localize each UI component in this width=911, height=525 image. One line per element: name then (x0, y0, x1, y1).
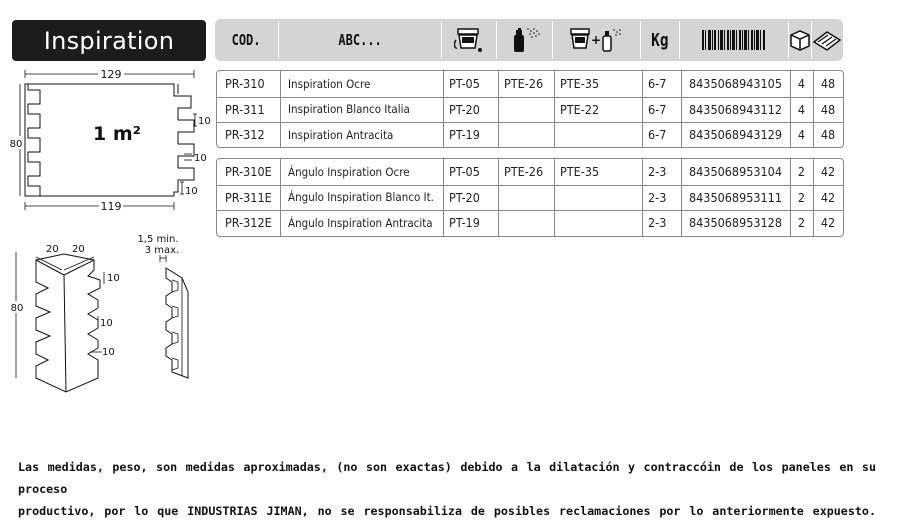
cell-ean: 8435068943105 (689, 76, 782, 91)
header-abc: ABC... (338, 31, 382, 49)
panel-dim-3: 10 (185, 186, 198, 197)
cell-ean: 8435068943112 (689, 101, 782, 117)
cell-pte2: PTE-35 (560, 164, 600, 179)
table-row (217, 97, 843, 122)
angle-dim-3: 10 (102, 347, 115, 358)
cell-pallet: 42 (820, 164, 836, 179)
disclaimer-line-1: Las medidas, peso, son medidas aproximadas, (no son exactas) debido a la dilatación y contraccóin de los paneles en su proceso (18, 460, 876, 496)
angle-dim-2: 10 (100, 318, 113, 329)
cell-name: Inspiration Antracita (288, 127, 394, 142)
cell-pallet: 48 (820, 101, 836, 117)
cell-ean: 8435068943129 (689, 127, 782, 142)
cell-pte1: PTE-26 (504, 76, 544, 91)
angle-diagram (6, 230, 206, 400)
cell-pt: PT-20 (449, 189, 480, 205)
header-kg: Kg (651, 29, 669, 51)
cell-pt: PT-19 (449, 215, 480, 230)
cell-code: PR-312 (225, 127, 265, 142)
angle-side-b: 20 (72, 244, 85, 255)
cell-pte2: PTE-35 (560, 76, 600, 91)
cell-kg: 6-7 (648, 76, 667, 91)
barcode-icon (680, 22, 788, 58)
cell-pte1 (504, 97, 554, 122)
cell-units: 2 (797, 189, 806, 205)
cell-pte1 (504, 210, 554, 235)
cell-pallet: 42 (820, 189, 836, 205)
table-row (217, 159, 843, 184)
cell-units: 2 (797, 215, 806, 230)
cell-pallet: 48 (820, 76, 836, 91)
cell-pte1 (504, 122, 554, 147)
cell-pte2 (560, 210, 642, 235)
gap-max: 3 max. (144, 245, 180, 256)
cell-pallet: 48 (820, 127, 836, 142)
header-cod: COD. (232, 31, 261, 49)
cell-kg: 2-3 (648, 215, 667, 230)
panel-dim-2: 10 (194, 153, 207, 164)
svg-text:+: + (590, 33, 601, 47)
table-row (217, 122, 843, 147)
cell-ean: 8435068953104 (689, 164, 782, 179)
panel-bottom-width: 119 (100, 200, 122, 213)
angles-table (216, 158, 844, 237)
cell-pt: PT-05 (449, 76, 480, 91)
cell-ean: 8435068953128 (689, 215, 782, 230)
cell-units: 2 (797, 164, 806, 179)
cell-units: 4 (797, 76, 806, 91)
paint-bucket-icon (442, 22, 496, 58)
angle-dim-1: 10 (107, 273, 120, 284)
panel-area: 1 m² (93, 123, 141, 145)
table-row (217, 210, 843, 235)
disclaimer-line-2: productivo, por lo que INDUSTRIAS JIMAN, no se responsabiliza de posibles reclamaciones por lo anteriormente expuesto. (18, 504, 876, 518)
cell-name: Ángulo Inspiration Blanco It. (288, 190, 434, 204)
cell-pte2 (560, 185, 642, 210)
panel-dim-1: 10 (198, 116, 211, 127)
angle-height: 80 (10, 303, 24, 314)
cell-code: PR-311 (225, 101, 265, 117)
disclaimer (18, 456, 876, 522)
cell-pte2: PTE-22 (560, 101, 600, 117)
cell-pt: PT-19 (449, 127, 480, 142)
box-icon (789, 22, 811, 58)
cell-kg: 2-3 (648, 189, 667, 205)
cell-pte1: PTE-26 (504, 164, 544, 179)
cell-pte2 (560, 122, 642, 147)
cell-code: PR-310 (225, 76, 265, 91)
cell-name: Inspiration Ocre (288, 76, 371, 91)
cell-kg: 2-3 (648, 164, 667, 179)
cell-units: 4 (797, 101, 806, 117)
product-title: Inspiration (12, 20, 206, 61)
cell-name: Ángulo Inspiration Ocre (288, 164, 410, 179)
cell-pt: PT-05 (449, 164, 480, 179)
panels-icon (812, 22, 842, 58)
cell-units: 4 (797, 127, 806, 142)
cell-name: Ángulo Inspiration Antracita (288, 215, 433, 230)
cell-pt: PT-20 (449, 101, 480, 117)
spray-can-icon (497, 22, 552, 58)
table-row (217, 185, 843, 210)
cell-name: Inspiration Blanco Italia (288, 102, 410, 116)
panels-table (216, 70, 844, 148)
cell-ean: 8435068953111 (689, 189, 782, 205)
angle-side-a: 20 (46, 244, 59, 255)
paint-spray-combo-icon (553, 22, 640, 58)
cell-pte1 (504, 185, 554, 210)
cell-kg: 6-7 (648, 127, 667, 142)
gap-min: 1,5 min. (137, 234, 179, 245)
panel-height: 80 (9, 139, 23, 150)
cell-code: PR-312E (225, 215, 272, 230)
cell-code: PR-310E (225, 164, 272, 179)
cell-pallet: 42 (820, 215, 836, 230)
panel-top-width: 129 (100, 68, 122, 81)
panel-diagram (6, 66, 216, 216)
cell-code: PR-311E (225, 189, 272, 205)
table-header (215, 19, 843, 61)
table-row (217, 71, 843, 96)
cell-kg: 6-7 (648, 101, 667, 117)
